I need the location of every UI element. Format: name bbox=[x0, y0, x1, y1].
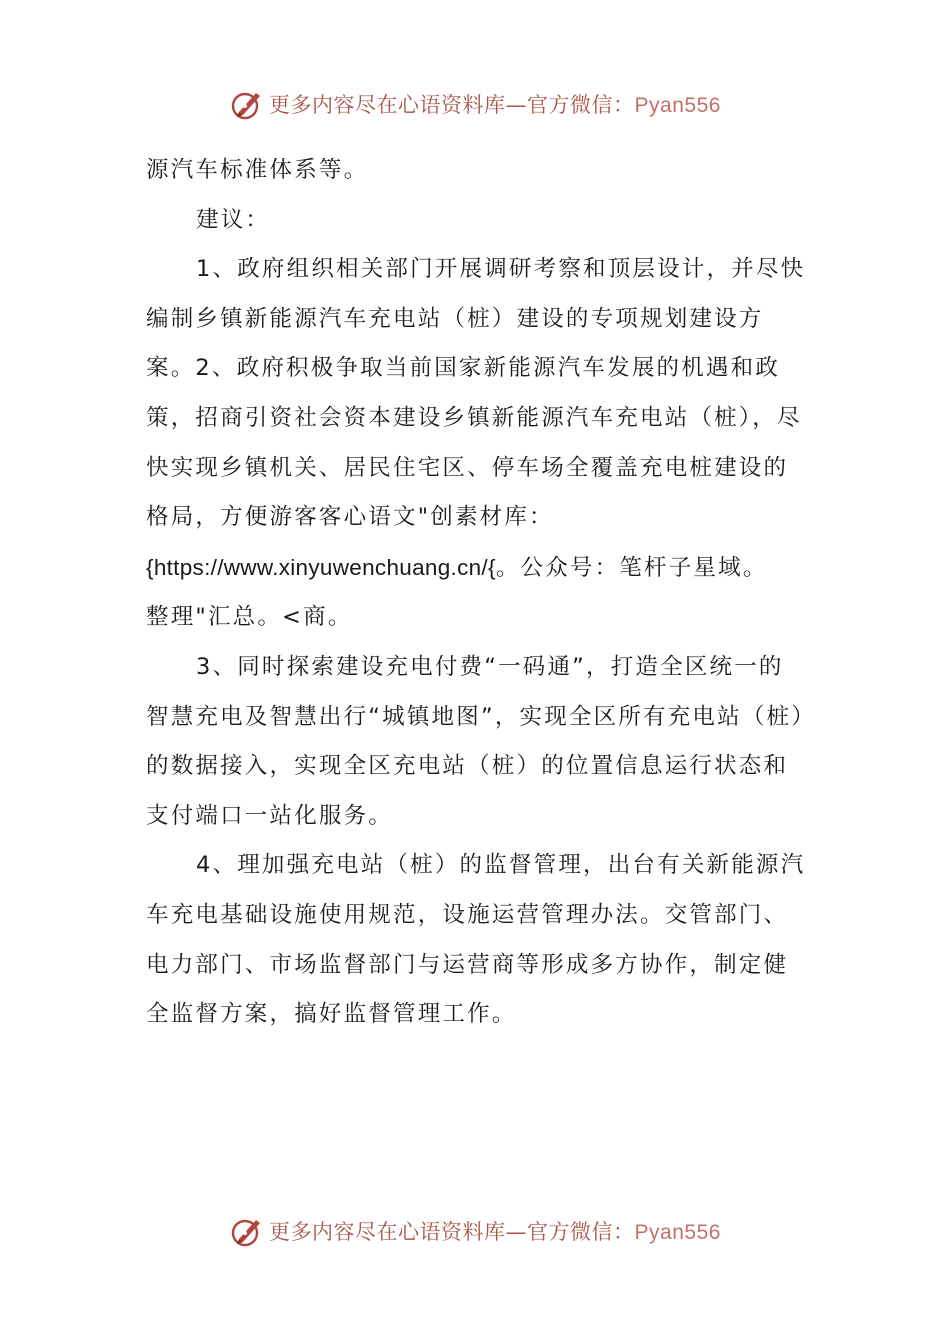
header-banner bbox=[0, 84, 950, 124]
pen-logo-icon bbox=[229, 86, 265, 122]
paragraph-tail: 整理"汇总。<商。 bbox=[146, 604, 353, 631]
document-body bbox=[146, 146, 806, 1040]
continuation-line: 源汽车标准体系等。 bbox=[146, 157, 369, 183]
suggestion-heading: 建议： bbox=[196, 206, 271, 233]
wechat-id: Pyan556 bbox=[634, 1221, 721, 1244]
after-url-text: 。公众号：笔杆子星域。 bbox=[495, 554, 768, 581]
paragraph-item-3: 3、同时探索建设充电付费“一码通”，打造全区统一的智慧充电及智慧出行“城镇地图”，实现全区所有充电站（桩）的数据接入，实现全区充电站（桩）的位置信息运行状态和支付端口一站化服务。 bbox=[146, 653, 805, 829]
banner-text: 更多内容尽在心语资料库—官方微信：Pyan556 bbox=[269, 93, 721, 117]
url-text: {https://www.xinyuwenchuang.cn/{ bbox=[146, 554, 496, 580]
footer-banner bbox=[0, 1211, 950, 1251]
paragraph-items-1-2 bbox=[146, 245, 806, 593]
paragraph-item-4: 4、理加强充电站（桩）的监督管理，出台有关新能源汽车充电基础设施使用规范，设施运营管理办法。交管部门、电力部门、市场监督部门与运营商等形成多方协作，制定健全监督方案，搞好监督管理工作。 bbox=[146, 852, 806, 1028]
wechat-id: Pyan556 bbox=[634, 94, 721, 117]
pen-logo-icon bbox=[229, 1213, 265, 1249]
items-1-2-text: 1、政府组织相关部门开展调研考察和顶层设计，并尽快编制乡镇新能源汽车充电站（桩）建设的专项规划建设方案。2、政府积极争取当前国家新能源汽车发展的机遇和政策，招商引资社会资本建设乡镇新能源汽车充电站（桩），尽快实现乡镇机关、居民住宅区、停车场全覆盖充电桩建设的格局，方便游客客心语文"创素材库： bbox=[146, 256, 806, 531]
banner-text: 更多内容尽在心语资料库—官方微信：Pyan556 bbox=[269, 1220, 721, 1244]
